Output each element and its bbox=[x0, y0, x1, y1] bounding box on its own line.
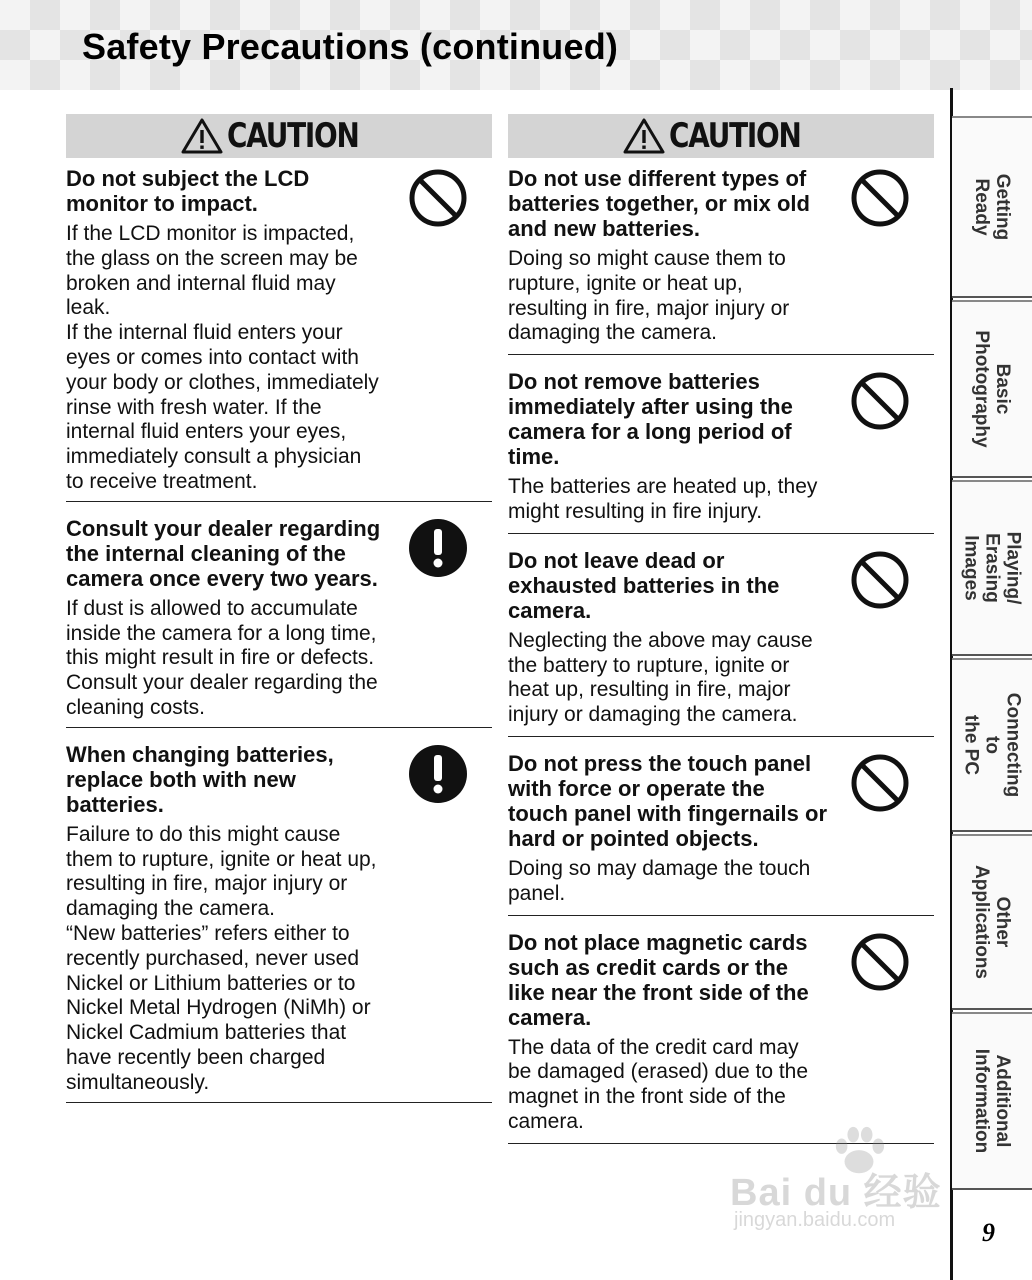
entry-body: If dust is allowed to accumulate inside the camera for a long time, this might result in fire or defects. Consult your dealer regarding the cleaning costs. bbox=[66, 596, 378, 719]
entry-body: Doing so may damage the touch panel. bbox=[508, 856, 811, 905]
entry-body: Doing so might cause them to rupture, ignite or heat up, resulting in fire, major injury or damaging the camera. bbox=[508, 247, 790, 345]
caution-entry bbox=[508, 548, 934, 737]
entry-body: The batteries are heated up, they might resulting in fire injury. bbox=[508, 475, 818, 523]
warning-triangle-icon bbox=[623, 118, 665, 154]
entry-title: Do not place magnetic cards such as credit cards or the like near the front side of the camera. bbox=[508, 929, 809, 1030]
entry-title: Do not subject the LCD monitor to impact. bbox=[66, 166, 310, 216]
caution-entry bbox=[508, 166, 934, 355]
prohibited-icon bbox=[408, 168, 468, 228]
caution-entry bbox=[508, 369, 934, 534]
caution-entry bbox=[66, 742, 492, 1103]
mandatory-icon bbox=[408, 518, 468, 578]
prohibited-icon bbox=[850, 550, 910, 610]
entry-title: Do not press the touch panel with force or operate the touch panel with fingernails or hard or pointed objects. bbox=[508, 750, 828, 851]
tab-additional-information[interactable] bbox=[952, 1012, 1032, 1190]
left-caution-column bbox=[66, 114, 492, 1103]
entry-body: The data of the credit card may be damaged (erased) due to the magnet in the front side of the camera. bbox=[508, 1035, 809, 1133]
page-title: Safety Precautions (continued) bbox=[82, 26, 619, 67]
warning-triangle-icon bbox=[181, 118, 223, 154]
caution-header bbox=[66, 114, 492, 158]
tab-label: Additional Information bbox=[971, 1048, 1013, 1154]
caution-entry bbox=[508, 930, 934, 1144]
entry-title: Do not leave dead or exhausted batteries in the camera. bbox=[508, 547, 780, 623]
tab-label: Basic Photography bbox=[971, 330, 1013, 448]
entry-title: When changing batteries, replace both with new batteries. bbox=[66, 741, 334, 817]
entry-title: Do not use different types of batteries together, or mix old and new batteries. bbox=[508, 166, 810, 241]
entry-body: Failure to do this might cause them to rupture, ignite or heat up, resulting in fire, major injury or damaging the camera. “New batteries” refers either to recently purchased, never used Nickel or Lithium batteries or to Nickel Metal Hydrogen (NiMh) or Nickel Cadmium batteries that have recently been charged simultaneously. bbox=[66, 822, 377, 1094]
caution-entry bbox=[508, 751, 934, 916]
page-header bbox=[0, 0, 1032, 90]
tab-getting-ready[interactable] bbox=[952, 116, 1032, 298]
watermark-logo-text: Bai du 经验 bbox=[730, 1172, 942, 1214]
caution-entry bbox=[66, 166, 492, 502]
right-caution-column bbox=[508, 114, 934, 1144]
entry-body: If the LCD monitor is impacted, the glass on the screen may be broken and internal fluid may leak. If the internal fluid enters your eyes or comes into contact with your body or clothes, immediately rinse with fresh water. If the internal fluid enters your eyes, immediately consult a physician to receive treatment. bbox=[66, 222, 379, 493]
tab-basic-photography[interactable] bbox=[952, 300, 1032, 478]
tab-playing-erasing-images[interactable] bbox=[952, 480, 1032, 656]
prohibited-icon bbox=[850, 753, 910, 813]
entry-title: Do not remove batteries immediately after using the camera for a long period of time. bbox=[508, 369, 793, 470]
entry-title: Consult your dealer regarding the internal cleaning of the camera once every two years. bbox=[66, 515, 381, 591]
tab-label: Playing/ Erasing Images bbox=[960, 531, 1024, 605]
entry-body: Neglecting the above may cause the battery to rupture, ignite or heat up, resulting in fire, major injury or damaging the camera. bbox=[508, 628, 813, 727]
prohibited-icon bbox=[850, 932, 910, 992]
tab-other-applications[interactable] bbox=[952, 834, 1032, 1010]
page-number: 9 bbox=[982, 1218, 995, 1247]
prohibited-icon bbox=[850, 371, 910, 431]
caution-label: CAUTION bbox=[669, 116, 801, 156]
caution-entry bbox=[66, 516, 492, 728]
caution-label: CAUTION bbox=[227, 116, 359, 156]
tab-label: Getting Ready bbox=[971, 173, 1013, 241]
caution-header bbox=[508, 114, 934, 158]
mandatory-icon bbox=[408, 744, 468, 804]
tab-connecting-to-the-pc[interactable] bbox=[952, 658, 1032, 832]
watermark-url: jingyan.baidu.com bbox=[734, 1209, 896, 1231]
prohibited-icon bbox=[850, 168, 910, 228]
tab-label: Other Applications bbox=[971, 864, 1013, 980]
tab-label: Connecting to the PC bbox=[960, 692, 1024, 798]
